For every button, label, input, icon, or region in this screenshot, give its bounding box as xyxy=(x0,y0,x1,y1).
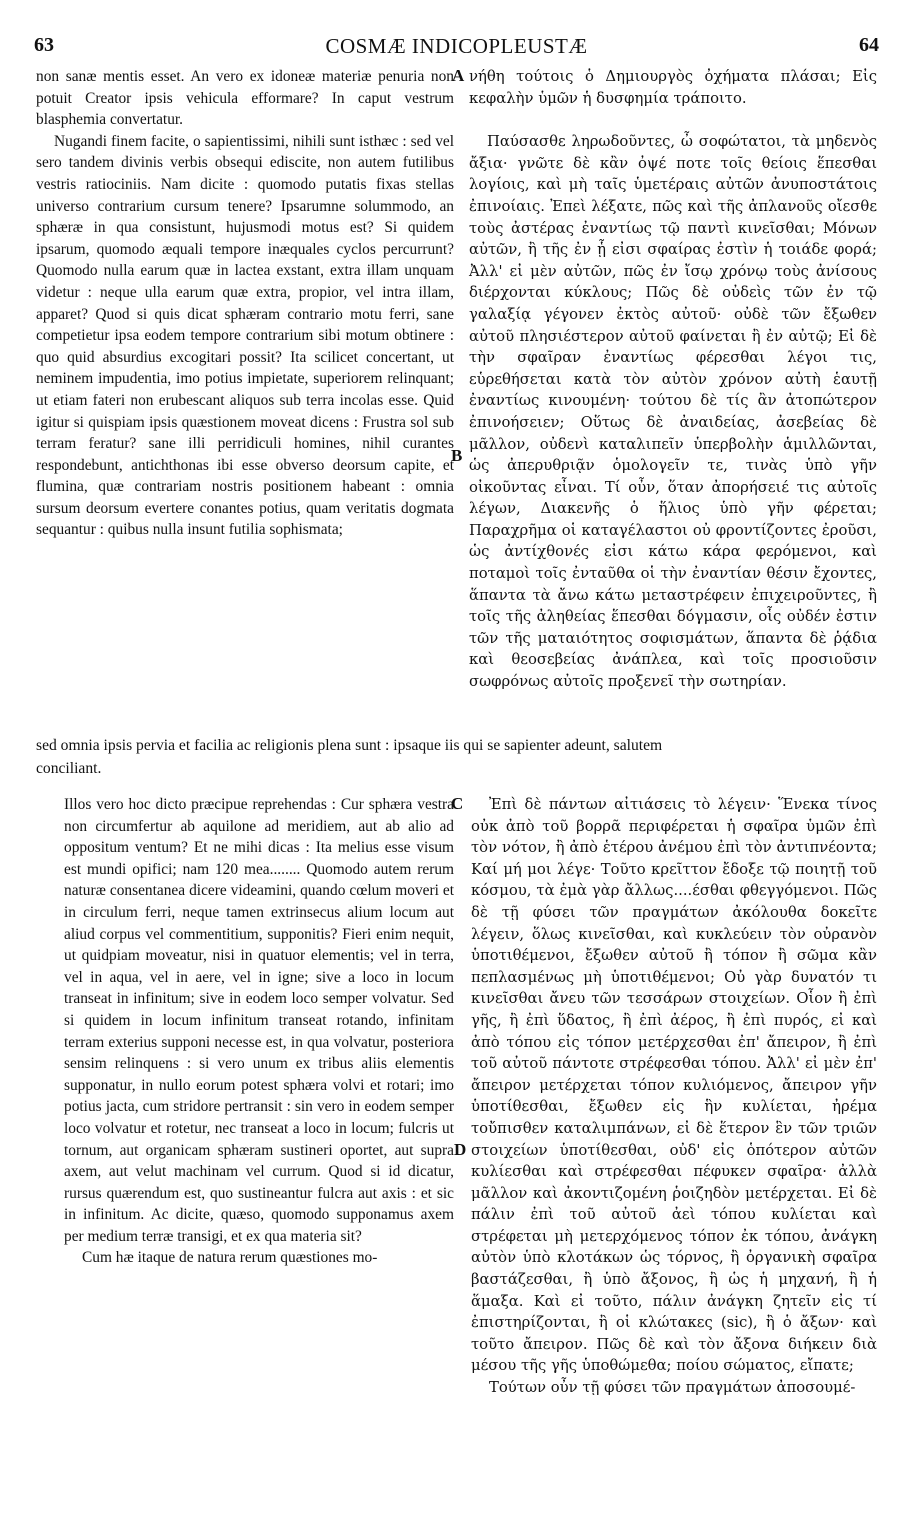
greek-paragraph: Παύσασθε ληρωδοῦντες, ὦ σοφώτατοι, τὰ μηδενὸς ἄξια· γνῶτε δὲ κἂν ὀψέ ποτε τοῖς θείοις ἕπεσθαι λογίοις, καὶ μὴ ταῖς ὑμετέραις αὐτῶν ἀνυποστάτοις ἐπινοίαις. Ἐπεὶ λέξατε, πῶς καὶ τῆς ἀπλανοῦς οἴεσθε τοὺς ἀστέρας ἐναντίως τῷ παντὶ κινεῖσθαι; Μόνων αὐτῶν, ἢ τῆς ἐν ᾗ εἰσι σφαίρας ἐστὶν ἡ τοιάδε φορά; Ἀλλ' εἰ μὲν αὐτῶν, πῶς ἐν ἴσῳ χρόνῳ τοὺς ἀνίσους διέρχονται κύκλους; Πῶς δὲ οὐδεὶς τῶν ἐν τῷ γαλαξίᾳ γέγονεν ἐκτὸς αὐτοῦ· οὐδὲ τῶν ἔξωθεν αὐτοῦ πλησιέστερον αὐτοῦ φαίνεται ἢ ἐν αὐτῷ; Εἰ δὲ τὴν σφαῖραν ἐναντίως φέρεσθαι λέγοι τις, εὑρεθήσεται κατὰ τὸν αὐτὸν χρόνον αὐτὴ ἑαυτῇ ἐναντίως κινουμένη· τούτου δὲ τίς ἂν ἀτοπώτερον ἐπινοήσειεν; Οὕτως δὲ ἀναιδείας, ἀσεβείας δὲ μᾶλλον, οὐδενὶ καταλιπεῖν ὑπερβολὴν ἁμιλλῶνται, ὡς ἀπερυθριᾷν ὁμολογεῖν τε, τινὰς ὑπὸ γῆν οἰκοῦντας εἶναι. Τί οὖν, ὅταν ἀπορήσειέ τις αὐτοῖς λέγων, Διακενῆς ὁ ἥλιος ὑπὸ γῆν φέρεται; Παραχρῆμα οἱ καταγέλαστοι οὐ φροντίζοντες ἐροῦσι, ὡς ἀντίχθονές εἰσι κάτω κάρα φερόμενοι, καὶ ποταμοὶ τοῖς ἐνταῦθα οἱ τὴν ἐναντίαν θέσιν ἔχοντες, ἅπαντα τὰ ἄνω κάτω μεταστρέφειν ἐπιχειροῦντες, ἢ τοῖς τῆς ἀληθείας ἕπεσθαι δόγμασιν, οἷς οὐδέν ἐστιν τῶν τῆς ματαιότητος σοφισμάτων, ἅπαντα δὲ ῥᾴδια καὶ θεοσεβείας ἀνάπλεα, καὶ τοῖς προσιοῦσιν σωφρόνως αὐτοῖς προξενεῖ τὴν σωτηρίαν. xyxy=(469,133,877,691)
greek-paragraph: νήθη τούτοις ὁ Δημιουργὸς ὀχήματα πλάσαι; Εἰς κεφαλὴν ὑμῶν ἡ δυσφημία τράποιτο. xyxy=(469,68,877,107)
greek-paragraph: Ἐπὶ δὲ πάντων αἰτιάσεις τὸ λέγειν· Ἕνεκα τίνος οὐκ ἀπὸ τοῦ βορρᾶ περιφέρεται ἡ σφαῖρα ὑμῶν ἐπὶ τὸν νότον, ἢ ἀπὸ ἑτέρου ἀνέμου ἐπὶ τὸν ἀντιπνέοντα; Καί μή μοι λέγε· Τοῦτο κρεῖττον ἔδοξε τῷ ποιητῇ τοῦ κόσμου, τὰ ἐμὰ γὰρ ἄλλως....έσθαι φθεγγόμενοι. Πῶς δὲ τῇ φύσει τῶν πραγμάτων ἀκόλουθα δοκεῖτε λέγειν, ὅλως κινεῖσθαι, καὶ κυκλεύειν τὸν οὐρανὸν ὑποτιθέμενοι, ἔξωθεν αὐτοῦ ἢ τόπον ἢ σῶμα κἂν πεπλασμένως μὴ ὑποτιθέμενοι; Οὐ γὰρ δυνατόν τι κινεῖσθαι ἄνευ τῶν τεσσάρων στοιχείων. Οἷον ἢ ἐπὶ γῆς, ἢ ἐπὶ ὕδατος, ἢ ἐπὶ ἀέρος, ἢ ἐπὶ πυρός, εἰ καὶ ἀπὸ τόπου εἰς τόπον μετέρχεσθαι ἐπ' ἄπειρον, ἢ ἐπὶ τοῦ αὐτοῦ πάντοτε στρέφεσθαι τόπου. Ἀλλ' εἰ μὲν ἐπ' ἄπειρον μετέρχεται τόπον κυλιόμενος, ἄπειρον γῆν ὑποτίθεσθαι, ἔξωθεν εἰς ἣν κυλίεται, ἠρέμα τοὔπισθεν καταλιμπάνων, εἰ δὲ ἕτερον ἓν τῶν τριῶν στοιχείων ὑποτίθεσθαι, οὐδ' εἰς ὁπότερον αὐτῶν κυλίεσθαι καὶ στρέφεσθαι πέφυκεν σφαῖρα· ἀλλὰ μᾶλλον καὶ ἀκοντιζομένη ῥοιζηδὸν μετέρχεται. Εἰ δὲ πάλιν ἐπὶ τοῦ αὐτοῦ ἀεὶ τόπου κυλίεται καὶ στρέφεται μὴ μετερχόμενος τόπον ἐκ τόπου, ἀνάγκη αὐτὸν ὑπὸ κλοτάκων ὡς τόρνος, ἢ ὀργανικὴ σφαῖρα βαστάζεσθαι, ἢ ὑπὸ ἄξονος, ἢ ὡς ἡ μηχανή, ἢ ἡ ἅμαξα. Καὶ εἰ τοῦτο, πάλιν ἀνάγκη ζητεῖν εἰς τί ἐπιστηρίζονται, ἢ οἱ κλώτακες (sic), ἢ ὁ ἄξων· καὶ τοῦτο ἄπειρον. Πῶς δὲ καὶ τὸν ἄξονα διήκειν διὰ μέσου τῆς γῆς ὑποθώμεθα; ποίου σώματος, εἴπατε; xyxy=(471,796,877,1375)
latin-column-bottom xyxy=(64,794,454,1504)
page-number-right: 64 xyxy=(859,34,879,56)
latin-paragraph: Nugandi finem facite, o sapientissimi, nihili sunt isthæc : sed vel sero tandem divinis verbis obsequi ediscite, non autem futilibus vestris ratiociniis. Nam dicite : quomodo putatis fixas stellas universo contrarium cursum tenere? Ipsarumne solummodo, an sphæræ in qua consistunt, hujusmodi motus est? Si quidem ipsarum, quomodo æquali tempore inæquales cyclos percurrunt? Quomodo nulla earum quæ in lactea exstant, extra illam unquam videtur : neque ulla earum quæ extra, propior, vel intra illam, apparet? Quod si quis dicat sphæram contrario motu ferri, sane competietur ipsa eodem tempore contrarium sibi motum obtinere : quo quid absurdius excogitari possit? Ita scilicet concertant, ut neminem impudentia, imo potius impietate, superiorem relinquant; ut etiam fateri non erubescant aliquos sub terra incolas esse. Quid igitur si quispiam ipsis quæstionem moveat dicens : Frustra sol sub terram feratur? sane illi perridiculi homines, nihil curantes respondebunt, antichthonas ibi esse obverso deorsum capite, et flumina, quæ contrariam nostris positionem habeant : omnia sursum deorsum evertere conantes potius, quam veritatis dogmata sequantur : quibus nulla insunt futilia sophismata; xyxy=(36,132,454,539)
margin-marker-a: A xyxy=(452,66,465,85)
greek-column-bottom xyxy=(471,794,877,1504)
latin-column-top xyxy=(36,66,454,716)
greek-column-top xyxy=(469,66,877,716)
page-header xyxy=(34,34,879,58)
margin-marker-b: B xyxy=(451,446,463,465)
page-number-left: 63 xyxy=(34,34,54,56)
running-title: COSMÆ INDICOPLEUSTÆ xyxy=(325,34,588,58)
latin-paragraph: Illos vero hoc dicto præcipue reprehendas : Cur sphæra vestra non circumfertur ab aquilone ad meridiem, aut ab alio ad oppositum ventum? Et ne mihi dicas : Ita melius esse visum est mundi opifici; nam 120 mea........ Quomodo autem rerum naturæ consentanea dicere videamini, quando cœlum moveri et in circulum ferri, neque tamen extrinsecus alium locum aut aliud corpus vel commentitium, supponitis? Fieri enim nequit, ut quidpiam moveatur, nisi in quatuor elementis; vel in terra, vel in aqua, vel in aere, vel in igne; sive a loco in locum transeat in infinitum; sive in eodem loco semper volvatur. Sed si quidem in locum infinitum transeat rotando, infinitam terram exterius supponi necesse est, in qua volvatur, posteriora sensim relinquens : si vero unum ex tribus aliis elementis supponatur, in nullo eorum potest sphæra volvi et rotari; imo potius jacta, cum stridore pertransit : sin vero in eodem semper loco volvatur et rotetur, nec transeat a loco in locum; fulcris ut tornum, aut organicam sphæram sustineri oportet, aut supra axem, aut velut machinam vel currum. Quod si id dicatur, rursus quærendum est, quo sustineantur fulcra aut axis : et sic in infinitum. Ac dicite, quæso, quomodo supponamus axem per medium terræ transigi, et ex qua materia sit? xyxy=(64,796,454,1245)
margin-marker-c: C xyxy=(451,794,464,813)
full-width-line-end: conciliant. xyxy=(36,760,102,777)
full-width-line: sed omnia ipsis pervia et facilia ac religionis plena sunt : ipsaque iis qui se sapienter adeunt, salutem xyxy=(36,737,663,754)
latin-paragraph: non sanæ mentis esset. An vero ex idoneæ materiæ penuria non potuit Creator ipsis vehicula efformare? In caput vestrum blasphemia convertatur. xyxy=(36,68,454,129)
latin-paragraph-last: Cum hæ itaque de natura rerum quæstiones mo- xyxy=(82,1249,378,1267)
margin-marker-d: D xyxy=(454,1140,467,1159)
greek-paragraph-last: Τούτων οὖν τῇ φύσει τῶν πραγμάτων ἀποσουμέ- xyxy=(489,1379,856,1397)
